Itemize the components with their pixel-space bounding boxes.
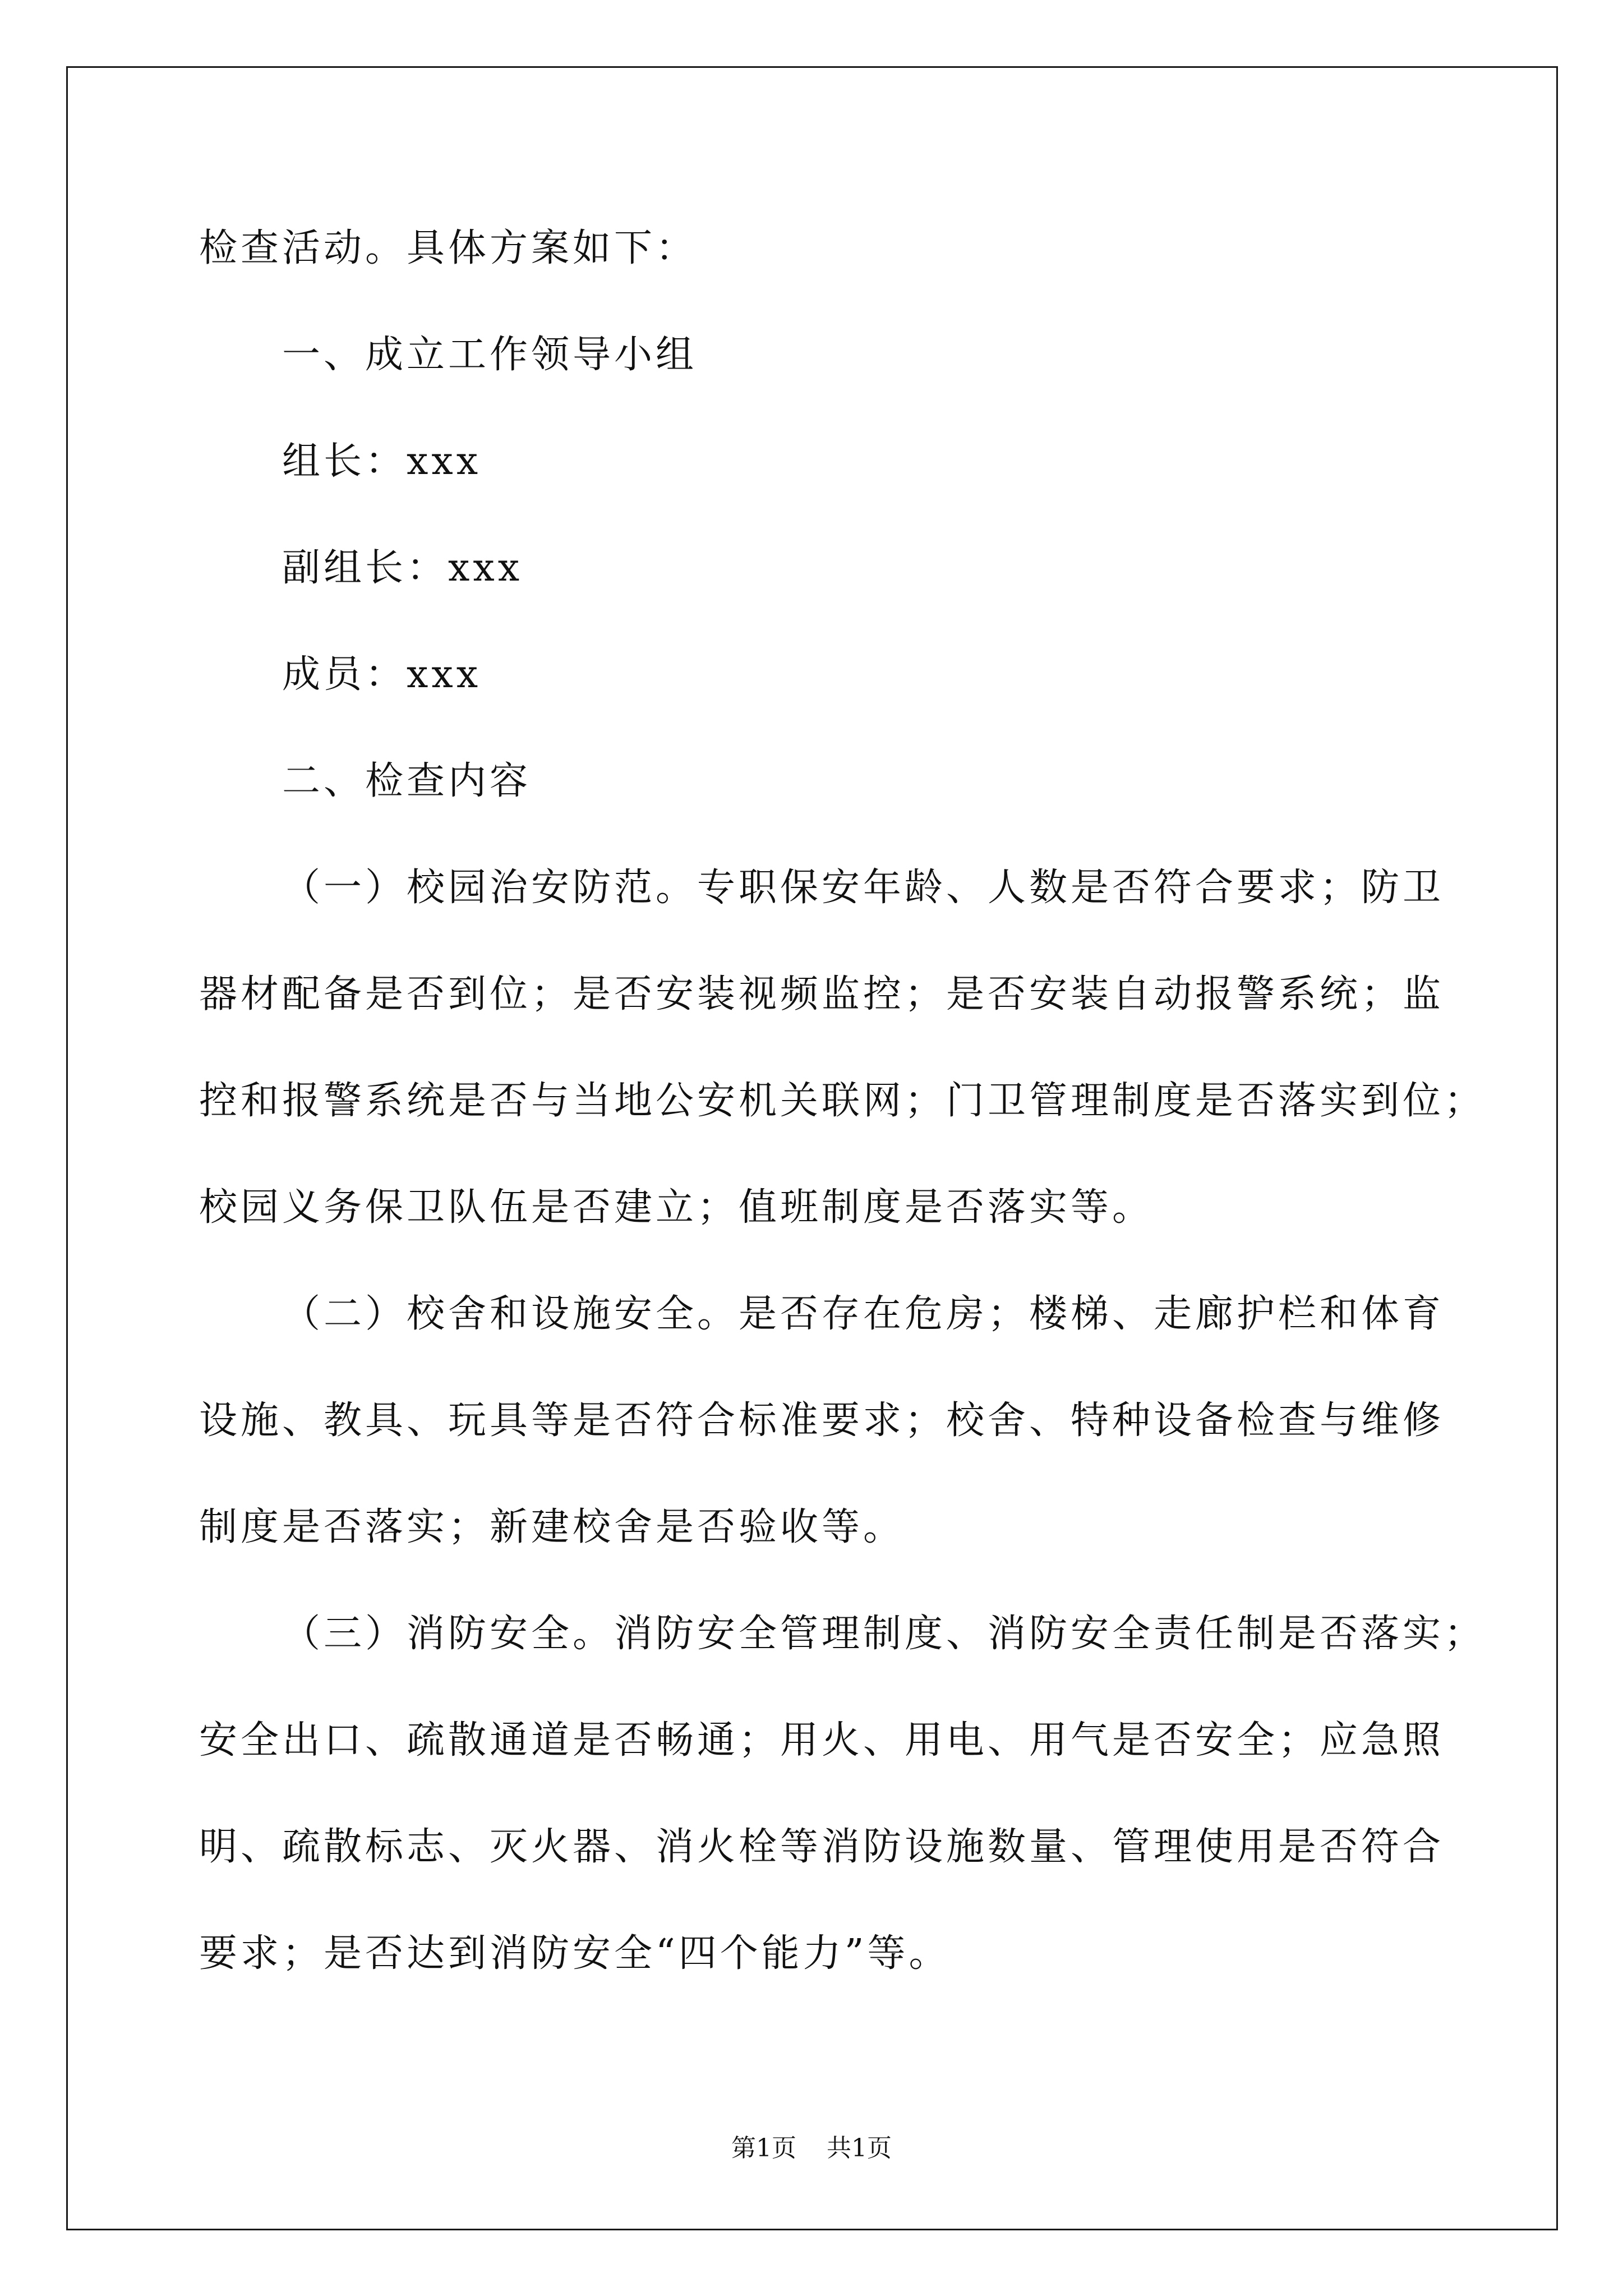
page-footer xyxy=(0,2132,1623,2165)
deputy-leader-line: 副组长：xxx xyxy=(282,546,523,590)
paragraph-line: 设施、教具、玩具等是否符合标准要求；校舍、特种设备检查与维修 xyxy=(199,1398,1445,1443)
paragraph-line: （三）消防安全。消防安全管理制度、消防安全责任制是否落实； xyxy=(282,1612,1486,1656)
paragraph-line: （一）校园治安防范。专职保安年龄、人数是否符合要求；防卫 xyxy=(282,866,1445,910)
paragraph-line: 器材配备是否到位；是否安装视频监控；是否安装自动报警系统；监 xyxy=(199,972,1445,1016)
leader-line: 组长：xxx xyxy=(282,439,482,484)
paragraph-line: 校园义务保卫队伍是否建立；值班制度是否落实等。 xyxy=(199,1185,1154,1230)
section-heading-content: 二、检查内容 xyxy=(282,759,532,803)
page-total: 共1页 xyxy=(827,2134,892,2162)
document-body xyxy=(199,223,1486,1979)
paragraph-buildings xyxy=(199,1289,1445,1553)
paragraph-line: 明、疏散标志、灭火器、消火栓等消防设施数量、管理使用是否符合 xyxy=(199,1825,1445,1869)
paragraph-line: 控和报警系统是否与当地公安机关联网；门卫管理制度是否落实到位； xyxy=(199,1079,1486,1123)
paragraph-line: 要求；是否达到消防安全“四个能力”等。 xyxy=(199,1931,951,1976)
section-heading-leadership: 一、成立工作领导小组 xyxy=(282,333,698,377)
intro-line: 检查活动。具体方案如下： xyxy=(199,226,698,270)
paragraph-line: 制度是否落实；新建校舍是否验收等。 xyxy=(199,1505,905,1549)
paragraph-line: 安全出口、疏散通道是否畅通；用火、用电、用气是否安全；应急照 xyxy=(199,1718,1445,1763)
members-line: 成员：xxx xyxy=(282,652,482,697)
paragraph-line: （二）校舍和设施安全。是否存在危房；楼梯、走廊护栏和体育 xyxy=(282,1292,1445,1336)
paragraph-security xyxy=(199,863,1486,1233)
page-number: 第1页 xyxy=(731,2134,796,2162)
paragraph-fire-safety xyxy=(199,1609,1486,1979)
